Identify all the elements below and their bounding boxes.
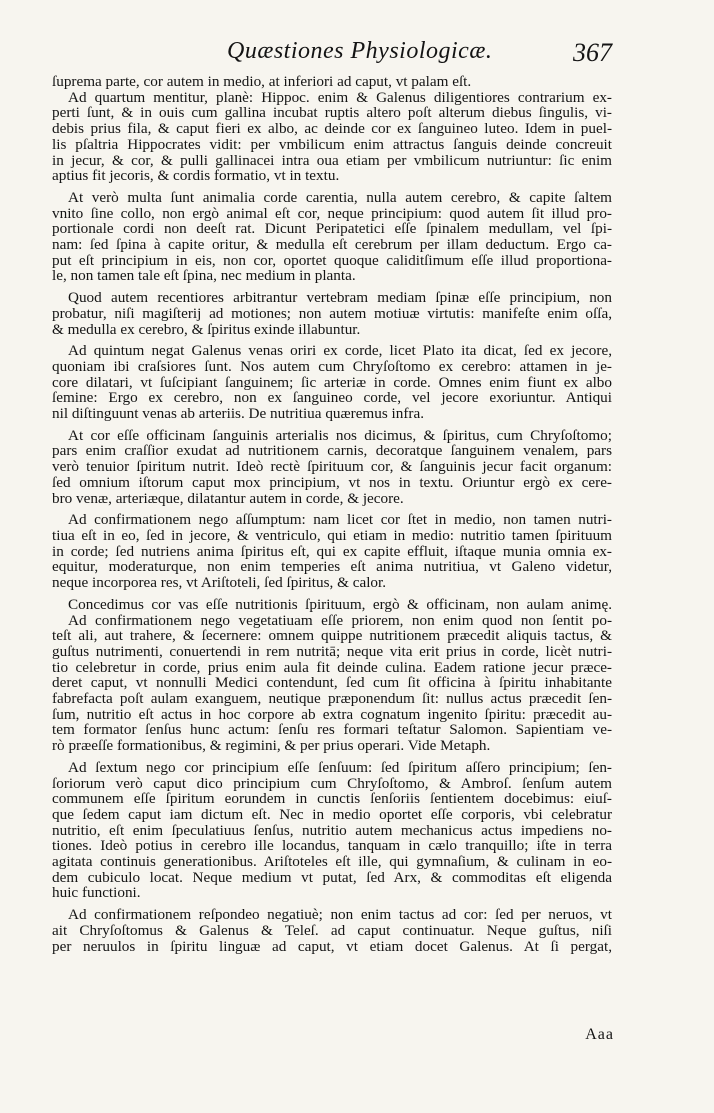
text-line: tiones. Ideò potius in cerebro ille locandus, tanquam in cælo tranquillo; iſte in terra <box>52 838 612 855</box>
text-line: portionale cordi non deeſt rat. Dicunt Peripatetici eſſe ſpinalem medullam, vel ſpi- <box>52 221 612 238</box>
text-line: Ad confirmationem reſpondeo negatiuè; non enim tactus ad cor: ſed per neruos, vt <box>68 907 612 923</box>
text-line: Ad ſextum nego cor principium eſſe ſenſuum: ſed ſpiritum aſſero principium; ſen- <box>68 759 612 776</box>
text-line: deret caput, vt nonnulli Medici contendunt, ſed cum ſit officina à ſpiritu inhabitante <box>52 675 612 692</box>
page-number: 367 <box>573 38 612 67</box>
text-line: communem eſſe ſpiritum eorundem in cunctis ſenſoriis ſentientem docebimus: eiuſ- <box>52 791 612 807</box>
text-line: in corde; ſed nutriens anima ſpiritus eſt, qui ex capite effluit, iſtaque munia omnia ex- <box>52 543 612 560</box>
text-line: perti ſunt, & in ouis cum gallina incubat ruptis altero poſt alterum diebus ſingulis, vi- <box>52 105 612 122</box>
text-line: nam: ſed ſpina à capite oritur, & medulla eſt cerebrum per illam deductum. Ergo ca- <box>52 237 612 253</box>
text-line: At verò multa ſunt animalia corde carentia, nulla autem cerebro, & capite ſaltem <box>68 189 612 206</box>
page-header <box>52 38 612 78</box>
text-line: Ad quintum negat Galenus venas oriri ex corde, licet Plato ita dicat, ſed ex jecore, <box>68 343 612 359</box>
text-line: verò tenuior ſpiritum nutrit. Ideò rectè ſpirituum cor, & ſanguinis jecur facit organum: <box>52 459 612 475</box>
text-line: quoniam ibi craſsiores ſunt. Nos autem cum Chryſoſtomo ex cerebro: attamen in je- <box>52 358 612 375</box>
text-line: ſum, nutritio eſt actus in hoc corpore ab extra cognatum ingenito ſpiritu: præcedit au- <box>52 706 612 723</box>
text-line: aptius fit jecoris, & cordis formatio, vt in textu. <box>52 168 340 184</box>
text-line: & medulla ex cerebro, & ſpiritus exinde illabuntur. <box>52 321 361 338</box>
text-line: Concedimus cor vas eſſe nutritionis ſpirituum, ergò & officinam, non aulam animę. <box>68 596 612 613</box>
text-line: in jecur, & cor, & pulli gallinacei intra oua etiam per vmbilicum nutriuntur: ſic enim <box>52 152 612 169</box>
text-line: put eſt principium in eis, non cor, oportet quoque caliditſimum eſſe illud proportiona- <box>52 252 612 269</box>
text-line: debis prius fila, & caput fieri ex albo, ac deinde cor ex ſanguineo luteo. Idem in puel- <box>52 121 612 137</box>
text-line: probatur, niſi magiſterij ad motiones; non autem motiuæ virtutis: manifeſte enim oſſa, <box>52 305 612 322</box>
text-line: tem formator ſenſus hunc actum: ſenſu res formari teſtatur Salomon. Sapientiam ve- <box>52 722 612 739</box>
text-line: neque incorporea res, vt Ariſtoteli, ſed ſpiritus, & calor. <box>52 575 387 591</box>
text-line: rò præeſſe formationibus, & regimini, & per prius operari. Vide Metaph. <box>52 738 491 754</box>
text-line: teſt ali, aut trahere, & ſecernere: omnem quippe nutritionem præcedit aliquis tactus, & <box>52 628 612 644</box>
text-line: equitur, moderaturque, non enim temperies eſt anima nutritiua, vt Galeno videtur, <box>52 559 612 576</box>
text-line: ſuprema parte, cor autem in medio, at inferiori ad caput, vt palam eſt. <box>52 74 472 90</box>
text-line: tiua eſt in eo, ſed in jecore, & ventriculo, qui etiam in medio: nutritio tamen ſpirituum <box>52 527 612 544</box>
text-line: le, non tamen tale eſt ſpina, nec medium in planta. <box>52 268 356 285</box>
catchword: Aaa <box>585 1026 614 1043</box>
text-line: per neruulos in ſpiritu linguæ ad caput, vt etiam docet Galenus. At ſi pergat, <box>52 938 612 955</box>
text-line: ſed omnium iſtorum caput mox principium, vt nos in textu. Oriuntur ergò ex cere- <box>52 474 612 491</box>
text-line: At cor eſſe officinam ſanguinis arterialis nos dicimus, & ſpiritus, cum Chryſoſtomo; <box>68 427 612 444</box>
text-line: nutritio, eſt enim ſpeculatiuus ſenſus, nutritio autem mechanicus actus impediens no- <box>52 822 612 839</box>
text-line: ſoriorum verò caput dico principium cum Chryſoſtomo, & Ambroſ. ſenſum autem <box>52 775 612 792</box>
running-title: Quæstiones Physiologicæ. <box>227 38 493 64</box>
text-line: bro venæ, arteriæque, dilatantur autem in corde, & jecore. <box>52 490 404 507</box>
text-line: lis pſaltria Hippocrates vidit: per vmbilicum enim attractus ſanguis deinde concreuit <box>52 136 612 153</box>
text-line: huic functioni. <box>52 885 141 902</box>
text-line: guſtus nutrimenti, conuertendi in rem nutritā; neque vita erit prius in corde, licèt nutri- <box>52 643 612 660</box>
text-line: core dilatari, vt ſuſcipiant ſanguinem; ſic arteriæ in corde. Omnes enim fiunt ex albo <box>52 374 612 391</box>
text-line: vnito ſine collo, non ergò animal eſt cor, neque principium: quod autem ſit illud pro- <box>52 205 612 222</box>
text-line: fabrefacta poſt aulam exanguem, neutique præponendum ſit: nullus actus præcedit ſen- <box>52 691 612 707</box>
text-line: Quod autem recentiores arbitrantur vertebram mediam ſpinæ eſſe principium, non <box>68 290 612 306</box>
text-line: Ad confirmationem nego vegetatiuam eſſe priorem, non enim quod non ſentit po- <box>68 612 612 629</box>
body-text <box>52 74 612 954</box>
text-line: Ad confirmationem nego aſſumptum: nam licet cor ſtet in medio, non tamen nutri- <box>68 512 612 528</box>
text-line: ait Chryſoſtomus & Galenus & Teleſ. ad caput continuatur. Neque guſtus, niſi <box>52 922 612 939</box>
text-line: nil diſtinguunt venas ab arteriis. De nutritiua quæremus infra. <box>52 406 425 422</box>
text-line: que ſedem caput iam dictum eſt. Nec in medio oportet eſſe corporis, vbi celebratur <box>52 806 612 823</box>
text-line: agitata continuis generationibus. Ariſtoteles eſt ille, qui gymnaſium, & culinam in eo- <box>52 854 612 870</box>
text-line: ſemine: Ergo ex cerebro, non ex ſanguineo corde, vel jecore exoriuntur. Antiqui <box>52 390 612 407</box>
text-line: tio celebretur in corde, prius enim aula fit deinde culina. Eadem ratione jecur præce- <box>52 659 612 676</box>
text-line: Ad quartum mentitur, planè: Hippoc. enim & Galenus diligentiores contrarium ex- <box>68 89 612 106</box>
text-line: pars enim craſſior exudat ad nutritionem carnis, decoratque ſanguinem venalem, pars <box>52 443 612 460</box>
text-line: dem cubiculo locat. Neque medium vt putat, ſed Arx, & commoditas eſt eligenda <box>52 869 612 886</box>
